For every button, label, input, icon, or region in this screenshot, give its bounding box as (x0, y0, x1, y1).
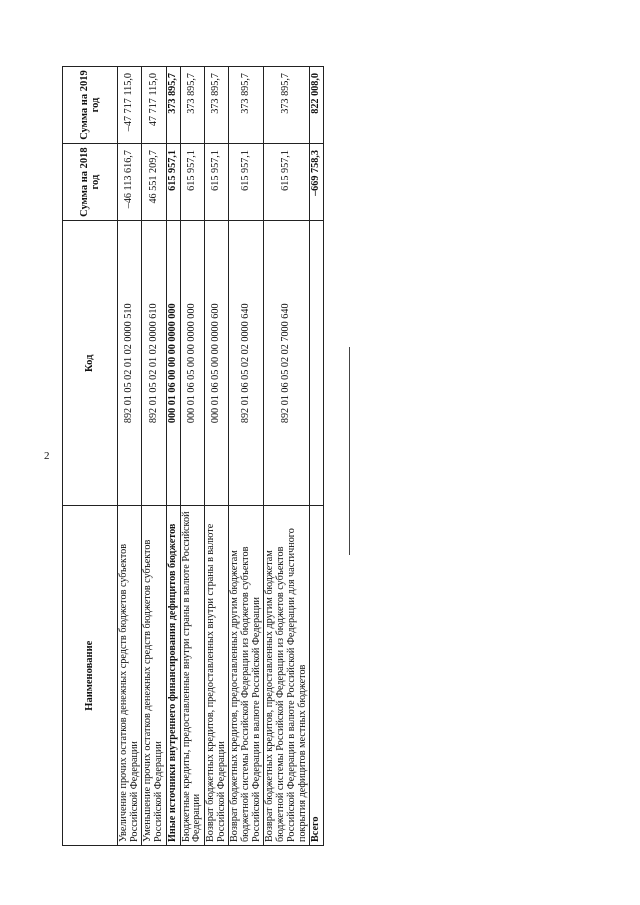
page-number: 2 (44, 450, 50, 462)
cell-code: 892 01 05 02 01 02 0000 610 (142, 221, 166, 506)
table-row (142, 67, 166, 846)
table-row (264, 67, 310, 846)
cell-sum-2018: –46 113 616,7 (118, 144, 142, 221)
cell-sum-2019: 47 717 115,0 (142, 67, 166, 144)
cell-sum-2018: 615 957,1 (166, 144, 180, 221)
cell-sum-2018: 615 957,1 (204, 144, 228, 221)
cell-code: 000 01 06 00 00 00 0000 000 (166, 221, 180, 506)
header-name: Наименование (63, 506, 118, 846)
header-code: Код (63, 221, 118, 506)
header-sum-2019: Сумма на 2019 год (63, 67, 118, 144)
table-row (118, 67, 142, 846)
table-row (180, 67, 204, 846)
cell-sum-2019: 373 895,7 (180, 67, 204, 144)
cell-name: Уменьшение прочих остатков денежных средств бюджетов субъектов Российской Федерации (142, 506, 166, 846)
cell-code (310, 221, 324, 506)
cell-sum-2019: 822 008,0 (310, 67, 324, 144)
budget-sources-table-rotated (62, 66, 338, 846)
cell-sum-2018: 615 957,1 (229, 144, 264, 221)
table-row (229, 67, 264, 846)
cell-name: Возврат бюджетных кредитов, предоставленных другим бюджетам бюджетной системы Российской Федерации из бюджетов субъектов Российской Федерации в валюте Российской Федерации для частичного покрытия дефицитов местных бюджетов (264, 506, 310, 846)
header-sum-2018: Сумма на 2018 год (63, 144, 118, 221)
cell-code: 892 01 05 02 01 02 0000 510 (118, 221, 142, 506)
cell-code: 000 01 06 05 00 00 0000 000 (180, 221, 204, 506)
cell-name: Всего (310, 506, 324, 846)
cell-sum-2019: 373 895,7 (264, 67, 310, 144)
cell-name: Бюджетные кредиты, предоставленные внутри страны в валюте Российской Федерации (180, 506, 204, 846)
cell-name: Возврат бюджетных кредитов, предоставленных внутри страны в валюте Российской Федерации (204, 506, 228, 846)
cell-sum-2019: 373 895,7 (204, 67, 228, 144)
footer-separator-line (349, 347, 350, 555)
cell-code: 892 01 06 05 02 02 0000 640 (229, 221, 264, 506)
cell-name: Увеличение прочих остатков денежных средств бюджетов субъектов Российской Федерации (118, 506, 142, 846)
cell-sum-2018: –669 758,3 (310, 144, 324, 221)
cell-sum-2018: 615 957,1 (264, 144, 310, 221)
cell-code: 000 01 06 05 00 00 0000 600 (204, 221, 228, 506)
table-header-row (63, 67, 118, 846)
table-row (310, 67, 324, 846)
cell-code: 892 01 06 05 02 02 7000 640 (264, 221, 310, 506)
cell-name: Возврат бюджетных кредитов, предоставленных другим бюджетам бюджетной системы Российской Федерации из бюджетов субъектов Российской Федерации в валюте Российской Федерации (229, 506, 264, 846)
cell-sum-2018: 46 551 209,7 (142, 144, 166, 221)
cell-sum-2019: –47 717 115,0 (118, 67, 142, 144)
cell-name: Иные источники внутреннего финансирования дефицитов бюджетов (166, 506, 180, 846)
cell-sum-2018: 615 957,1 (180, 144, 204, 221)
budget-sources-table (62, 66, 324, 846)
table-row (204, 67, 228, 846)
cell-sum-2019: 373 895,7 (166, 67, 180, 144)
table-row (166, 67, 180, 846)
cell-sum-2019: 373 895,7 (229, 67, 264, 144)
